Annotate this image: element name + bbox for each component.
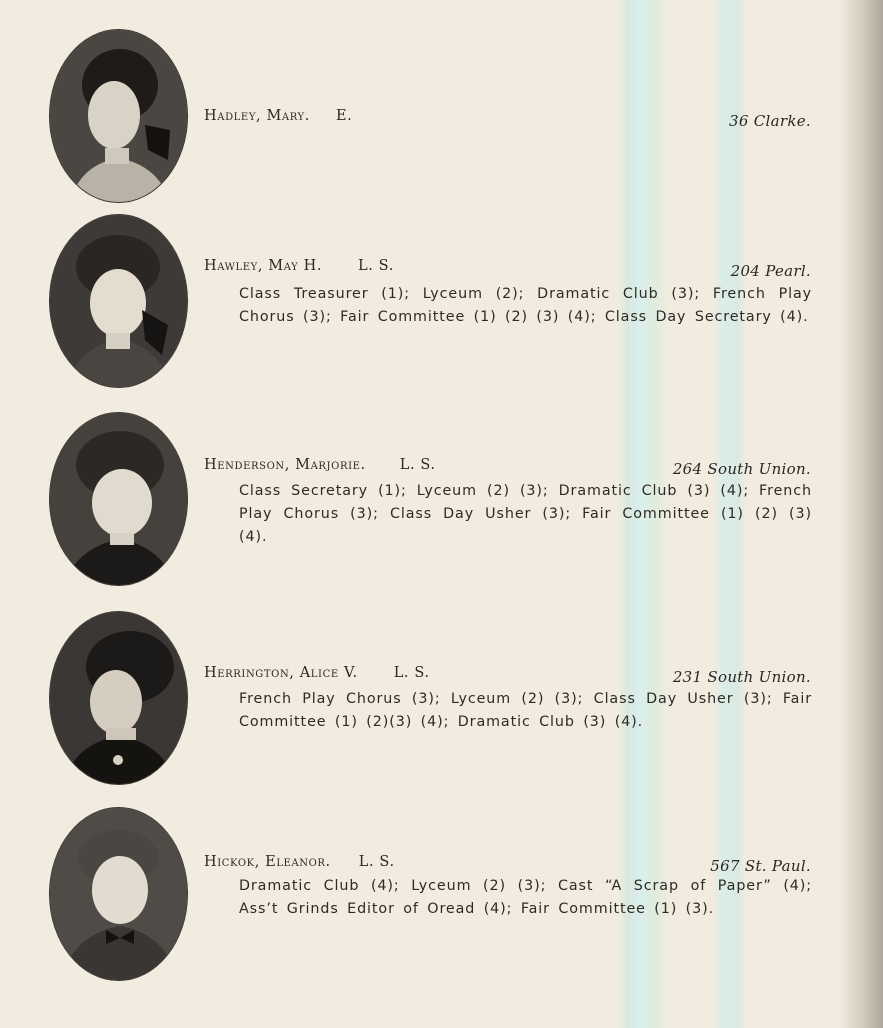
portrait-photo: [50, 215, 187, 387]
name-line: [204, 108, 811, 124]
student-activities: Dramatic Club (4); Lyceum (2) (3); Cast “A Scrap of Paper” (4); Ass’t Grinds Editor of Oread (4); Fair Committee (1) (3).: [239, 878, 812, 917]
student-name: Hawley, May H.: [204, 258, 323, 274]
portrait-photo: [50, 30, 187, 202]
name-line: [204, 258, 811, 274]
student-address: 231 South Union.: [672, 668, 811, 686]
student-name: Herrington, Alice V.: [204, 665, 358, 681]
student-address: 567 St. Paul.: [710, 857, 811, 875]
student-name: Hickok, Eleanor.: [204, 854, 331, 870]
student-address: 36 Clarke.: [729, 112, 811, 130]
student-class: E.: [335, 108, 353, 124]
student-activities: Class Treasurer (1); Lyceum (2); Dramatic Club (3); French Play Chorus (3); Fair Committee (1) (2) (3) (4); Class Day Secretary (4).: [239, 286, 812, 325]
student-class: L. S.: [358, 854, 395, 870]
student-name: Hadley, Mary.: [204, 108, 310, 124]
portrait-photo: [50, 612, 187, 784]
student-address: 204 Pearl.: [730, 262, 811, 280]
student-class: L. S.: [399, 457, 436, 473]
student-address: 264 South Union.: [672, 460, 811, 478]
student-class: L. S.: [393, 665, 430, 681]
student-class: L. S.: [358, 258, 394, 274]
student-activities: French Play Chorus (3); Lyceum (2) (3); Class Day Usher (3); Fair Committee (1) (2)(3) (4); Dramatic Club (3) (4).: [239, 691, 812, 730]
portrait-photo: [50, 808, 187, 980]
student-name: Henderson, Marjorie.: [204, 457, 366, 473]
portrait-photo: [50, 413, 187, 585]
student-activities: Class Secretary (1); Lyceum (2) (3); Dramatic Club (3) (4); French Play Chorus (3); Class Day Usher (3); Fair Committee (1) (2) (3) (4).: [239, 483, 812, 545]
